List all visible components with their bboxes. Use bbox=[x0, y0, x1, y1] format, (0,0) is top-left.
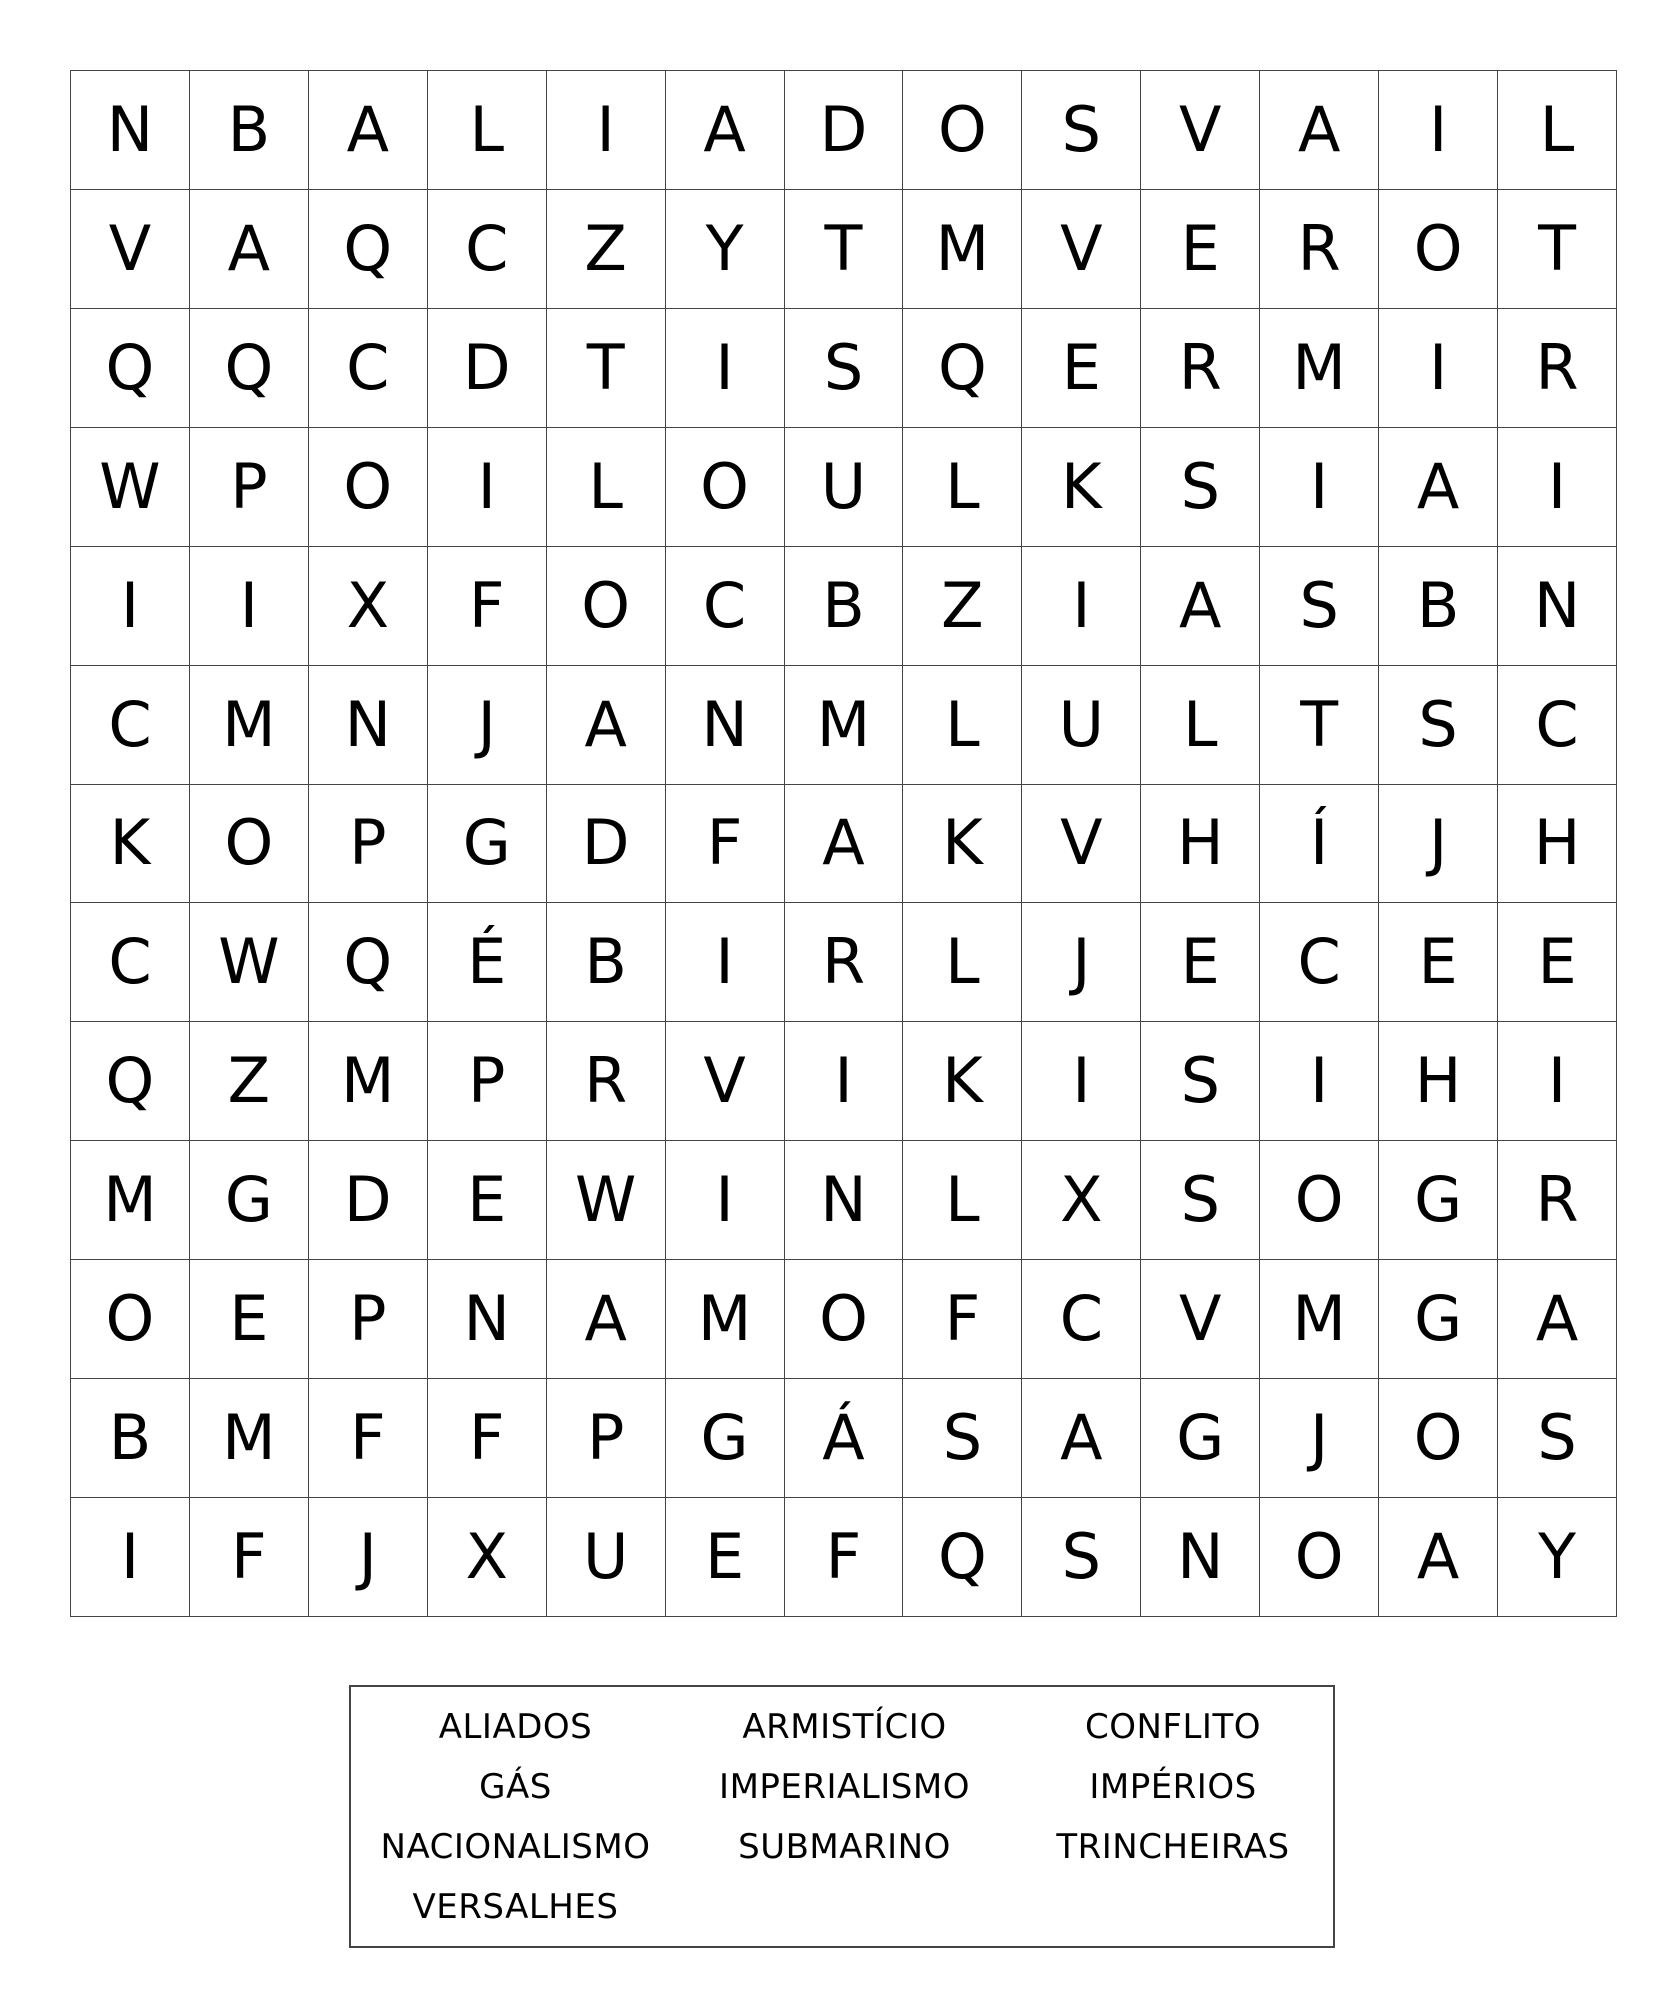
grid-cell[interactable]: Q bbox=[903, 1498, 1022, 1617]
grid-cell[interactable]: P bbox=[309, 785, 428, 904]
grid-cell[interactable]: S bbox=[1260, 547, 1379, 666]
grid-cell[interactable]: I bbox=[666, 309, 785, 428]
grid-cell[interactable]: L bbox=[903, 428, 1022, 547]
grid-cell[interactable]: S bbox=[903, 1379, 1022, 1498]
grid-cell[interactable]: Q bbox=[71, 1022, 190, 1141]
grid-cell[interactable]: P bbox=[547, 1379, 666, 1498]
grid-cell[interactable]: Q bbox=[309, 903, 428, 1022]
grid-cell[interactable]: L bbox=[1498, 71, 1617, 190]
grid-cell[interactable]: V bbox=[1022, 190, 1141, 309]
grid-cell[interactable]: K bbox=[903, 1022, 1022, 1141]
grid-cell[interactable]: D bbox=[309, 1141, 428, 1260]
grid-cell[interactable]: C bbox=[428, 190, 547, 309]
grid-cell[interactable]: S bbox=[1141, 1141, 1260, 1260]
grid-cell[interactable]: O bbox=[71, 1260, 190, 1379]
grid-cell[interactable]: A bbox=[309, 71, 428, 190]
grid-cell[interactable]: B bbox=[785, 547, 904, 666]
grid-cell[interactable]: R bbox=[785, 903, 904, 1022]
grid-cell[interactable]: X bbox=[1022, 1141, 1141, 1260]
grid-cell[interactable]: O bbox=[309, 428, 428, 547]
grid-cell[interactable]: F bbox=[666, 785, 785, 904]
grid-cell[interactable]: K bbox=[1022, 428, 1141, 547]
grid-cell[interactable]: G bbox=[1141, 1379, 1260, 1498]
grid-cell[interactable]: F bbox=[903, 1260, 1022, 1379]
grid-cell[interactable]: F bbox=[309, 1379, 428, 1498]
grid-cell[interactable]: O bbox=[1379, 1379, 1498, 1498]
grid-cell[interactable]: H bbox=[1498, 785, 1617, 904]
grid-cell[interactable]: O bbox=[1379, 190, 1498, 309]
word-list-item: IMPÉRIOS bbox=[1089, 1767, 1257, 1807]
grid-cell[interactable]: E bbox=[1498, 903, 1617, 1022]
grid-cell[interactable]: A bbox=[1498, 1260, 1617, 1379]
grid-cell[interactable]: A bbox=[547, 666, 666, 785]
grid-cell[interactable]: M bbox=[190, 1379, 309, 1498]
grid-cell[interactable]: E bbox=[428, 1141, 547, 1260]
grid-cell[interactable]: U bbox=[1022, 666, 1141, 785]
grid-cell[interactable]: R bbox=[1498, 1141, 1617, 1260]
grid-cell[interactable]: U bbox=[547, 1498, 666, 1617]
grid-cell[interactable]: I bbox=[71, 547, 190, 666]
grid-cell[interactable]: T bbox=[1498, 190, 1617, 309]
grid-cell[interactable]: W bbox=[547, 1141, 666, 1260]
grid-cell[interactable]: O bbox=[1260, 1498, 1379, 1617]
grid-cell[interactable]: E bbox=[1022, 309, 1141, 428]
grid-cell[interactable]: G bbox=[428, 785, 547, 904]
grid-cell[interactable]: M bbox=[785, 666, 904, 785]
grid-cell[interactable]: Y bbox=[1498, 1498, 1617, 1617]
grid-cell[interactable]: Z bbox=[547, 190, 666, 309]
grid-cell[interactable]: A bbox=[1022, 1379, 1141, 1498]
grid-cell[interactable]: O bbox=[1260, 1141, 1379, 1260]
grid-cell[interactable]: L bbox=[547, 428, 666, 547]
grid-cell[interactable]: N bbox=[428, 1260, 547, 1379]
grid-cell[interactable]: L bbox=[903, 1141, 1022, 1260]
grid-cell[interactable]: N bbox=[785, 1141, 904, 1260]
grid-cell[interactable]: E bbox=[666, 1498, 785, 1617]
grid-cell[interactable]: J bbox=[428, 666, 547, 785]
grid-cell[interactable]: O bbox=[190, 785, 309, 904]
grid-cell[interactable]: S bbox=[785, 309, 904, 428]
grid-cell[interactable]: G bbox=[666, 1379, 785, 1498]
grid-cell[interactable]: M bbox=[1260, 1260, 1379, 1379]
grid-cell[interactable]: C bbox=[71, 666, 190, 785]
grid-cell[interactable]: F bbox=[190, 1498, 309, 1617]
grid-cell[interactable]: A bbox=[547, 1260, 666, 1379]
grid-cell[interactable]: F bbox=[428, 547, 547, 666]
grid-cell[interactable]: O bbox=[903, 71, 1022, 190]
grid-cell[interactable]: I bbox=[1498, 428, 1617, 547]
grid-cell[interactable]: N bbox=[666, 666, 785, 785]
grid-cell[interactable]: I bbox=[666, 903, 785, 1022]
grid-cell[interactable]: V bbox=[1141, 71, 1260, 190]
grid-cell[interactable]: J bbox=[309, 1498, 428, 1617]
grid-cell[interactable]: X bbox=[309, 547, 428, 666]
grid-cell[interactable]: G bbox=[1379, 1260, 1498, 1379]
grid-cell[interactable]: E bbox=[1141, 190, 1260, 309]
grid-cell[interactable]: D bbox=[428, 309, 547, 428]
grid-cell[interactable]: E bbox=[1141, 903, 1260, 1022]
grid-cell[interactable]: Á bbox=[785, 1379, 904, 1498]
grid-cell[interactable]: A bbox=[1260, 71, 1379, 190]
grid-cell[interactable]: C bbox=[1498, 666, 1617, 785]
grid-cell[interactable]: A bbox=[190, 190, 309, 309]
grid-cell[interactable]: B bbox=[71, 1379, 190, 1498]
word-list-item: VERSALHES bbox=[412, 1887, 619, 1927]
grid-cell[interactable]: Í bbox=[1260, 785, 1379, 904]
grid-cell[interactable]: J bbox=[1379, 785, 1498, 904]
grid-cell[interactable]: J bbox=[1022, 903, 1141, 1022]
grid-cell[interactable]: M bbox=[903, 190, 1022, 309]
grid-cell[interactable]: É bbox=[428, 903, 547, 1022]
grid-cell[interactable]: I bbox=[1498, 1022, 1617, 1141]
grid-cell[interactable]: V bbox=[1141, 1260, 1260, 1379]
grid-cell[interactable]: I bbox=[1379, 309, 1498, 428]
grid-cell[interactable]: Y bbox=[666, 190, 785, 309]
grid-cell[interactable]: P bbox=[428, 1022, 547, 1141]
grid-cell[interactable]: I bbox=[547, 71, 666, 190]
grid-cell[interactable]: Z bbox=[903, 547, 1022, 666]
grid-cell[interactable]: O bbox=[785, 1260, 904, 1379]
grid-cell[interactable]: K bbox=[903, 785, 1022, 904]
grid-cell[interactable]: H bbox=[1379, 1022, 1498, 1141]
grid-cell[interactable]: D bbox=[785, 71, 904, 190]
grid-cell[interactable]: L bbox=[1141, 666, 1260, 785]
grid-cell[interactable]: R bbox=[1260, 190, 1379, 309]
grid-cell[interactable]: S bbox=[1022, 1498, 1141, 1617]
grid-cell[interactable]: S bbox=[1141, 428, 1260, 547]
grid-cell[interactable]: G bbox=[190, 1141, 309, 1260]
grid-cell[interactable]: S bbox=[1141, 1022, 1260, 1141]
grid-cell[interactable]: N bbox=[309, 666, 428, 785]
grid-cell[interactable]: Q bbox=[71, 309, 190, 428]
grid-cell[interactable]: C bbox=[1022, 1260, 1141, 1379]
grid-cell[interactable]: M bbox=[666, 1260, 785, 1379]
grid-cell[interactable]: Q bbox=[190, 309, 309, 428]
grid-cell[interactable]: A bbox=[666, 71, 785, 190]
grid-cell[interactable]: I bbox=[1022, 1022, 1141, 1141]
grid-cell[interactable]: I bbox=[1022, 547, 1141, 666]
grid-cell[interactable]: N bbox=[1141, 1498, 1260, 1617]
grid-cell[interactable]: R bbox=[1141, 309, 1260, 428]
grid-cell[interactable]: C bbox=[71, 903, 190, 1022]
grid-cell[interactable]: L bbox=[903, 903, 1022, 1022]
grid-cell[interactable]: J bbox=[1260, 1379, 1379, 1498]
grid-cell[interactable]: I bbox=[71, 1498, 190, 1617]
grid-cell[interactable]: P bbox=[309, 1260, 428, 1379]
grid-cell[interactable]: T bbox=[1260, 666, 1379, 785]
grid-cell[interactable]: E bbox=[190, 1260, 309, 1379]
grid-cell[interactable]: F bbox=[428, 1379, 547, 1498]
grid-cell[interactable]: W bbox=[190, 903, 309, 1022]
grid-cell[interactable]: S bbox=[1022, 71, 1141, 190]
grid-cell[interactable]: K bbox=[71, 785, 190, 904]
grid-cell[interactable]: L bbox=[428, 71, 547, 190]
letter-grid bbox=[70, 70, 1617, 1617]
grid-cell[interactable]: U bbox=[785, 428, 904, 547]
grid-cell[interactable]: T bbox=[785, 190, 904, 309]
grid-cell[interactable]: O bbox=[547, 547, 666, 666]
word-list-item: CONFLITO bbox=[1085, 1707, 1261, 1747]
word-list-item: IMPERIALISMO bbox=[719, 1767, 970, 1807]
grid-cell[interactable]: X bbox=[428, 1498, 547, 1617]
grid-cell[interactable]: W bbox=[71, 428, 190, 547]
word-list-item: SUBMARINO bbox=[738, 1827, 951, 1867]
grid-cell[interactable]: I bbox=[1379, 71, 1498, 190]
grid-cell[interactable]: G bbox=[1379, 1141, 1498, 1260]
grid-cell[interactable]: N bbox=[1498, 547, 1617, 666]
grid-cell[interactable]: B bbox=[1379, 547, 1498, 666]
grid-cell[interactable]: H bbox=[1141, 785, 1260, 904]
grid-cell[interactable]: C bbox=[666, 547, 785, 666]
grid-cell[interactable]: Z bbox=[190, 1022, 309, 1141]
grid-cell[interactable]: R bbox=[547, 1022, 666, 1141]
word-list-item: NACIONALISMO bbox=[380, 1827, 651, 1867]
grid-cell[interactable]: V bbox=[71, 190, 190, 309]
grid-cell[interactable]: B bbox=[547, 903, 666, 1022]
grid-cell[interactable]: E bbox=[1379, 903, 1498, 1022]
grid-cell[interactable]: I bbox=[1260, 1022, 1379, 1141]
grid-cell[interactable]: S bbox=[1379, 666, 1498, 785]
grid-cell[interactable]: Q bbox=[309, 190, 428, 309]
grid-cell[interactable]: V bbox=[1022, 785, 1141, 904]
grid-cell[interactable]: N bbox=[71, 71, 190, 190]
grid-cell[interactable]: I bbox=[428, 428, 547, 547]
grid-cell[interactable]: I bbox=[666, 1141, 785, 1260]
grid-cell[interactable]: O bbox=[666, 428, 785, 547]
grid-cell[interactable]: C bbox=[309, 309, 428, 428]
word-list-item: GÁS bbox=[479, 1767, 552, 1807]
word-list-item: ALIADOS bbox=[438, 1707, 593, 1747]
grid-cell[interactable]: M bbox=[190, 666, 309, 785]
grid-cell[interactable]: B bbox=[190, 71, 309, 190]
grid-cell[interactable]: Q bbox=[903, 309, 1022, 428]
grid-cell[interactable]: C bbox=[1260, 903, 1379, 1022]
grid-cell[interactable]: A bbox=[1141, 547, 1260, 666]
word-list bbox=[349, 1685, 1335, 1948]
grid-cell[interactable]: F bbox=[785, 1498, 904, 1617]
grid-cell[interactable]: V bbox=[666, 1022, 785, 1141]
word-list-item: TRINCHEIRAS bbox=[1056, 1827, 1290, 1867]
grid-cell[interactable]: I bbox=[1260, 428, 1379, 547]
grid-cell[interactable]: A bbox=[785, 785, 904, 904]
grid-cell[interactable]: R bbox=[1498, 309, 1617, 428]
word-list-item: ARMISTÍCIO bbox=[742, 1707, 947, 1747]
grid-cell[interactable]: M bbox=[71, 1141, 190, 1260]
grid-cell[interactable]: A bbox=[1379, 428, 1498, 547]
grid-cell[interactable]: L bbox=[903, 666, 1022, 785]
grid-cell[interactable]: A bbox=[1379, 1498, 1498, 1617]
grid-cell[interactable]: D bbox=[547, 785, 666, 904]
grid-cell[interactable]: T bbox=[547, 309, 666, 428]
grid-cell[interactable]: S bbox=[1498, 1379, 1617, 1498]
grid-cell[interactable]: I bbox=[785, 1022, 904, 1141]
grid-cell[interactable]: P bbox=[190, 428, 309, 547]
grid-cell[interactable]: I bbox=[190, 547, 309, 666]
grid-cell[interactable]: M bbox=[1260, 309, 1379, 428]
grid-cell[interactable]: M bbox=[309, 1022, 428, 1141]
